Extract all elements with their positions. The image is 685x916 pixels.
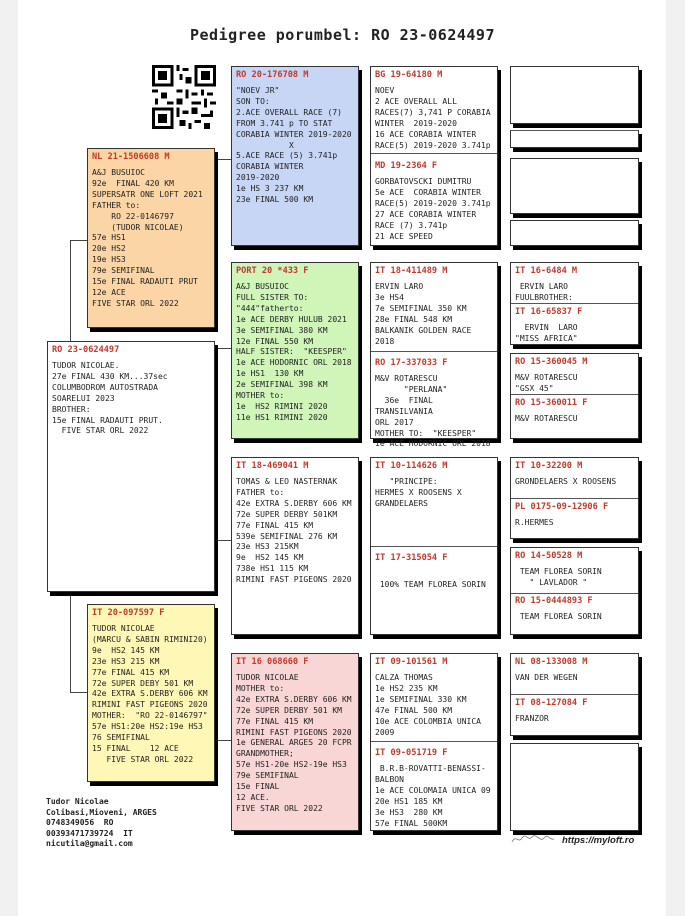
pigeon-notes: A&J BUSUIOC FULL SISTER TO: "444"fatherto: 1e ACE DERBY HULUB 2021 3e SEMIFINAL 380 KM 12e FINAL 550 KM HALF SISTER: "KEESPER" 1e ACE HODORNIC ORL 2018 1e HS1 130 KM 2e SEMIFINAL 398 KM MOTHER to: 1e HS2 RIMINI 2020 11e HS1 RIMINI 2020: [236, 282, 352, 422]
connector-line: [70, 240, 71, 341]
ring-number: IT 10-32200 M: [515, 461, 583, 471]
pigeon-notes: GORBATOVSCKI DUMITRU 5e ACE CORABIA WINTER RACE(5) 2019-2020 3.741p 27 ACE CORABIA WINTER RACE (7) 3.741p 21 ACE SPEED: [375, 177, 491, 241]
ring-number: BG 19-64180 M: [375, 70, 443, 80]
ring-number: IT 18-469041 M: [236, 461, 309, 471]
pigeon-notes: "PRINCIPE: HERMES X ROOSENS X GRANDELAERS: [375, 477, 462, 508]
subject-pigeon-card: [47, 341, 215, 592]
breeder-phone-ro: 0748349056 RO: [46, 818, 114, 828]
empty-ancestor-card: [510, 220, 639, 246]
pigeon-notes: TOMAS & LEO NASTERNAK FATHER to: 42e EXTRA S.DERBY 606 KM 72e SUPER DERBY 501KM 77e FINAL 415 KM 539e SEMIFINAL 276 KM 23e HS3 215KM 9e HS2 145 KM 738e HS1 115 KM RIMINI FAST PIGEONS 2020: [236, 477, 352, 585]
pigeon-notes: M&V ROTARESCU: [515, 414, 578, 423]
pigeon-notes: TUDOR NICOLAE (MARCU & SABIN RIMINI20) 9e HS2 145 KM 23e HS3 215 KM 77e FINAL 415 KM 72e SUPER DEBY 501 KM 42e EXTRA S.DERBY 606 KM RIMINI FAST PIGEONS 2020 MOTHER: "RO 22-0146797" 57e HS1:20e HS2:19e HS3 76 SEMIFINAL 15 FINAL 12 ACE FIVE STAR ORL 2022: [92, 624, 208, 764]
page-title: Pedigree porumbel: RO 23-0624497: [190, 26, 495, 44]
ring-number: IT 10-114626 M: [375, 461, 448, 471]
ancestor-pair-card: [510, 547, 639, 635]
ring-number: RO 23-0624497: [52, 345, 120, 355]
pigeon-notes: M&V ROTARESCU "GSX 45": [515, 373, 578, 393]
signature-icon: [510, 832, 556, 846]
breeder-phone-it: 00393471739724 IT: [46, 828, 133, 838]
ring-number: IT 16 068660 F: [236, 657, 309, 667]
ring-number: RO 14-50528 M: [515, 551, 583, 561]
connector-line: [215, 348, 231, 349]
ancestor-pair-card: [510, 353, 639, 439]
pigeon-notes: TUDOR NICOLAE MOTHER to: 42e EXTRA S.DERBY 606 KM 72e SUPER DERBY 501 KM 77e FINAL 415 KM RIMINI FAST PIGEONS 2020 1e GENERAL ARGES 20 FCPR GRANDMOTHER; 57e HS1-20e HS2-19e HS3 79e SEMIFINAL 15e FINAL 12 ACE. FIVE STAR ORL 2022: [236, 673, 352, 813]
pigeon-notes: ERVIN LARO "MISS AFRICA": [515, 323, 578, 343]
ring-number: RO 17-337033 F: [375, 358, 448, 368]
pigeon-notes: ERVIN LARO 3e HS4 7e SEMIFINAL 350 KM 28e FINAL 548 KM BALKANIK GOLDEN RACE 2018: [375, 282, 472, 346]
sire-dam-card: [231, 262, 359, 439]
pigeon-notes: TEAM FLOREA SORIN: [515, 612, 602, 621]
ring-number: RO 20-176708 M: [236, 70, 309, 80]
pigeon-notes: FRANZOR: [515, 714, 549, 723]
great-grandparents-card: [370, 66, 498, 246]
pigeon-notes: B.R.B-ROVATTI-BENASSI- BALBON 1e ACE COLOMAIA UNICA 09 20e HS1 185 KM 3e HS3 280 KM 57e FINAL 500KM: [375, 764, 491, 828]
ring-number: IT 08-127084 F: [515, 698, 588, 708]
empty-ancestor-card: [510, 130, 639, 148]
ring-number: IT 09-051719 F: [375, 748, 448, 758]
ring-number: MD 19-2364 F: [375, 161, 438, 171]
empty-ancestor-card: [510, 743, 639, 831]
breeder-email: nicutila@gmail.com: [46, 839, 133, 849]
ring-number: IT 18-411489 M: [375, 266, 448, 276]
pigeon-notes: VAN DER WEGEN: [515, 673, 578, 682]
great-grandparents-card: [370, 262, 498, 449]
connector-line: [215, 159, 231, 160]
ancestor-pair-card: [510, 457, 639, 539]
dam-sire-card: [231, 457, 359, 635]
connector-line: [70, 592, 71, 692]
pigeon-notes: TEAM FLOREA SORIN " LAVLADOR ": [519, 567, 602, 587]
great-grandparents-card: [370, 653, 498, 831]
ring-number: IT 17-315054 F: [375, 553, 448, 563]
ring-number: IT 16-6484 M: [515, 266, 578, 276]
ring-number: PORT 20 *433 F: [236, 266, 309, 276]
ring-number: NL 08-133008 M: [515, 657, 588, 667]
breeder-address: Colibasi,Mioveni, ARGES: [46, 807, 157, 817]
pigeon-notes: 100% TEAM FLOREA SORIN: [379, 579, 486, 589]
ring-number: PL 0175-09-12906 F: [515, 502, 609, 512]
pigeon-notes: GRONDELAERS X ROOSENS: [515, 477, 617, 486]
ring-number: RO 15-360045 M: [515, 357, 588, 367]
ancestor-pair-card: [510, 653, 639, 736]
empty-ancestor-card: [510, 158, 639, 214]
qr-code-icon: [152, 65, 216, 129]
pigeon-notes: R.HERMES: [515, 518, 554, 527]
sire-sire-card: [231, 66, 359, 246]
ring-number: IT 16-65837 F: [515, 307, 583, 317]
connector-line: [215, 540, 231, 541]
ring-number: RO 15-360011 F: [515, 398, 588, 408]
connector-line: [215, 740, 231, 741]
dam-card: [87, 604, 215, 782]
pigeon-notes: "NOEV JR" SON TO: 2.ACE OVERALL RACE (7) FROM 3.741 p TO STAT CORABIA WINTER 2019-2020 X 5.ACE RACE (5) 3.741p CORABIA WINTER 2019-2020 1e HS 3 237 KM 23e FINAL 500 KM: [236, 86, 352, 205]
sire-card: [87, 148, 215, 328]
website-link[interactable]: https://myloft.ro: [562, 835, 635, 846]
breeder-contact: [46, 797, 157, 850]
empty-ancestor-card: [510, 66, 639, 124]
ring-number: RO 15-0444893 F: [515, 596, 593, 606]
dam-dam-card: [231, 653, 359, 831]
breeder-name: Tudor Nicolae: [46, 797, 109, 806]
pigeon-notes: NOEV 2 ACE OVERALL ALL RACES(7) 3,741 P CORABIA WINTER 2019-2020 16 ACE CORABIA WINTER RACE(5) 2019-2020 3.741p: [375, 86, 491, 150]
ring-number: IT 20-097597 F: [92, 608, 165, 618]
ancestor-pair-card: [510, 262, 639, 345]
great-grandparents-card: [370, 457, 498, 635]
pigeon-notes: M&V ROTARESCU "PERLANA" 36e FINAL TRANSILVANIA ORL 2017 MOTHER TO: "KEESPER" 1e ACE HODORNIC ORL 2018: [375, 374, 491, 449]
pigeon-notes: TUDOR NICOLAE. 27e FINAL 430 KM...37sec COLUMBODROM AUTOSTRADA SOARELUI 2023 BROTHER: 15e FINAL RADAUTI PRUT. FIVE STAR ORL 2022: [52, 361, 168, 436]
pigeon-notes: CALZA THOMAS 1e HS2 235 KM 1e SEMIFINAL 330 KM 47e FINAL 500 KM 10e ACE COLOMBIA UNICA 2009: [375, 673, 481, 737]
ring-number: IT 09-101561 M: [375, 657, 448, 667]
pigeon-notes: A&J BUSUIOC 92e FINAL 420 KM SUPERSATR ONE LOFT 2021 FATHER to: RO 22-0146797 (TUDOR NICOLAE) 57e HS1 20e HS2 19e HS3 79e SEMIFINAL 15e FINAL RADAUTI PRUT 12e ACE FIVE STAR ORL 2022: [92, 168, 203, 308]
pigeon-notes: ERVIN LARO FUULBROTHER:: [515, 282, 573, 302]
ring-number: NL 21-1506608 M: [92, 152, 170, 162]
